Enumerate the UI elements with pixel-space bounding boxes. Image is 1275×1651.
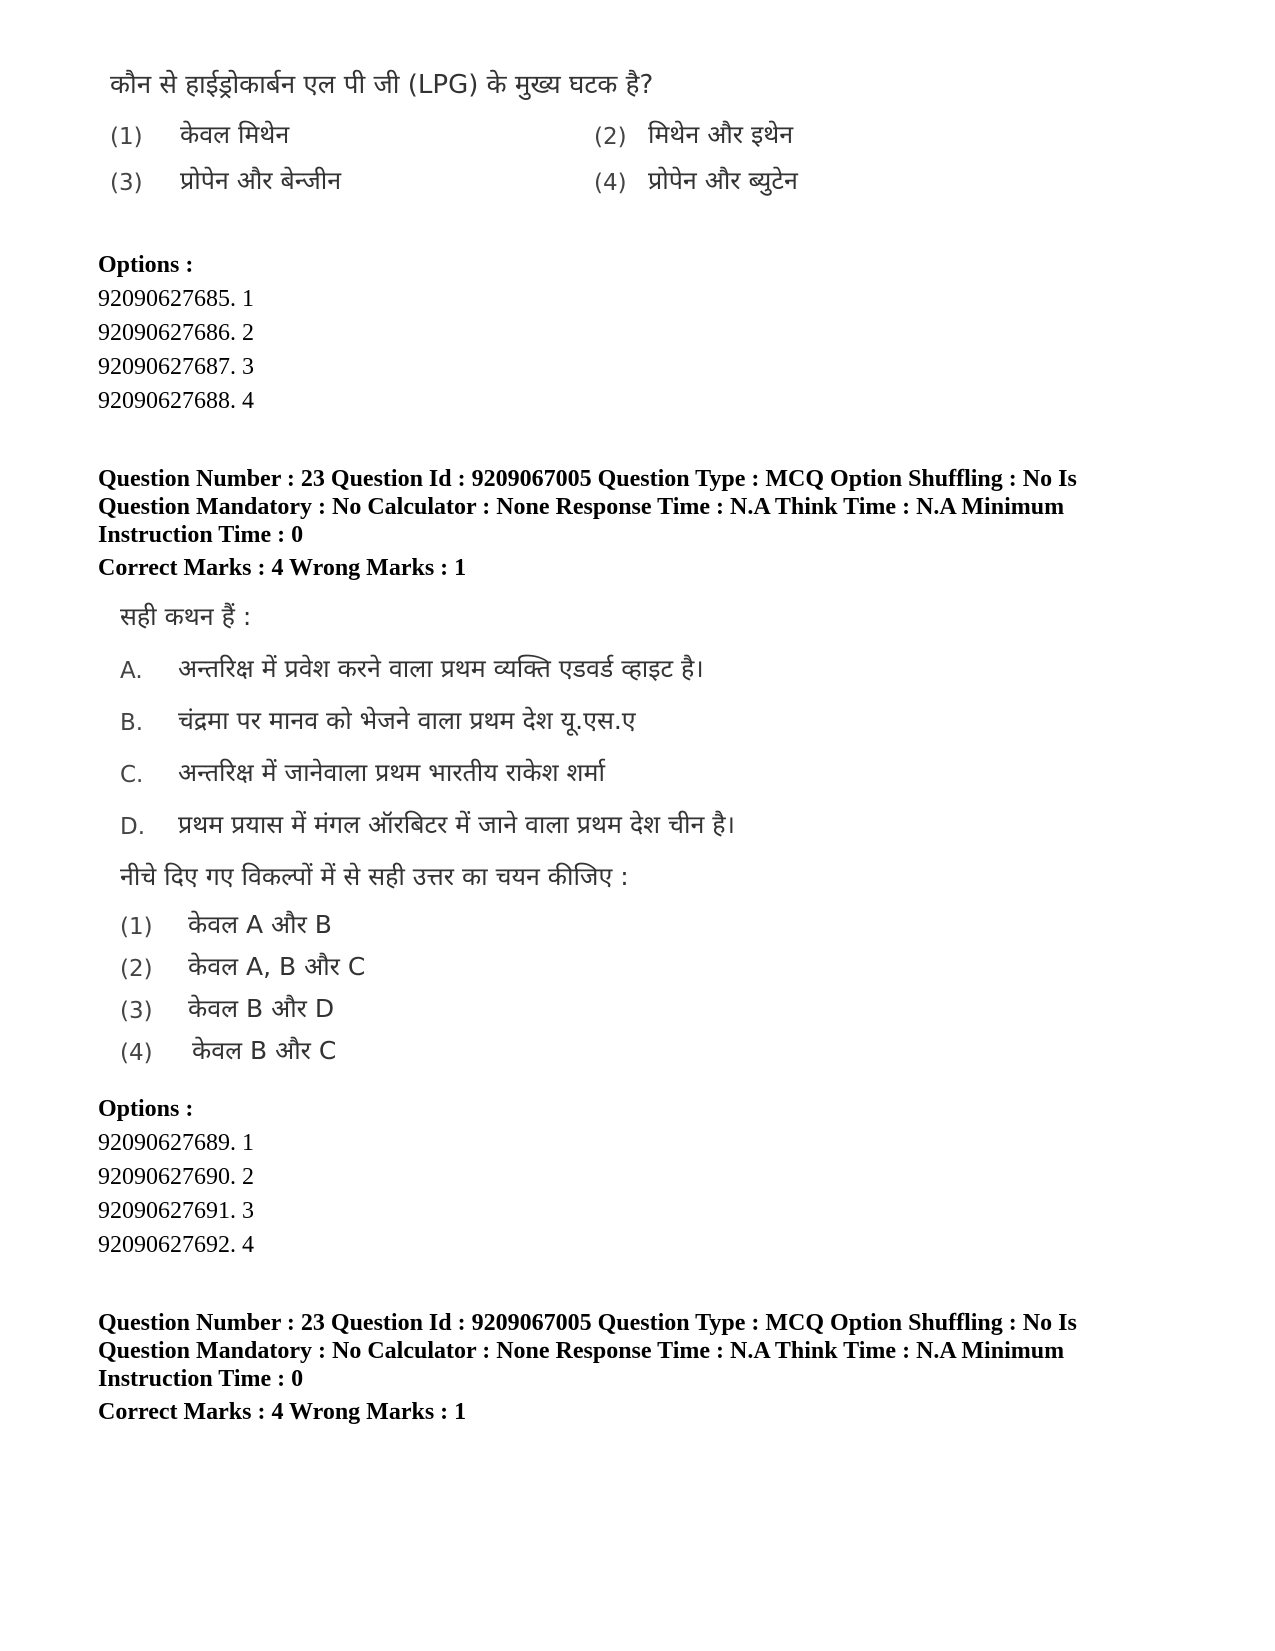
q23-choice-1-text: केवल A और B [188,910,332,939]
q22-option-2-value: 2 [242,320,254,346]
q23-option-2-value: 2 [242,1164,254,1190]
q22-option-row [98,286,254,313]
q23-option-4-value: 4 [242,1232,254,1258]
q22-choice-3-number: (3) [110,170,143,196]
q23-choice-1-number: (1) [120,914,153,940]
q23-option-4-id: 92090627692. [98,1232,236,1258]
q22-option-4-id: 92090627688. [98,388,236,414]
q23-statement-b-text: चंद्रमा पर मानव को भेजने वाला प्रथम देश यू.एस.ए [178,706,636,735]
q23-options-label: Options : [98,1096,194,1122]
q22-choice-3-text: प्रोपेन और बेन्जीन [180,166,342,195]
q22-option-3-id: 92090627687. [98,354,236,380]
q23-statement-d-label: D. [120,814,146,840]
q23b-meta-line-2: Question Mandatory : No Calculator : None Response Time : N.A Think Time : N.A Minimum [98,1338,1065,1364]
q23b-meta-line-1: Question Number : 23 Question Id : 9209067005 Question Type : MCQ Option Shuffling : No Is [98,1310,1077,1336]
q23-option-row [98,1164,254,1191]
q23-choice-3-number: (3) [120,998,153,1024]
q22-option-1-id: 92090627685. [98,286,236,312]
q23-statement-b-label: B. [120,710,144,736]
q22-option-1-value: 1 [242,286,254,312]
q23-choice-2-text: केवल A, B और C [188,952,366,981]
q22-choice-4-number: (4) [594,170,627,196]
q22-choice-2-number: (2) [594,124,627,150]
q23-statement-c-text: अन्तरिक्ष में जानेवाला प्रथम भारतीय राकेश शर्मा [178,758,605,787]
q23-option-3-value: 3 [242,1198,254,1224]
q22-option-row [98,320,254,347]
q22-option-row [98,388,254,415]
q22-option-row [98,354,254,381]
q23-option-row [98,1232,254,1259]
q22-question-text: कौन से हाईड्रोकार्बन एल पी जी (LPG) के मुख्य घटक है? [110,70,654,100]
q23-select-prompt: नीचे दिए गए विकल्पों में से सही उत्तर का चयन कीजिए : [120,862,629,891]
q23-statement-a-label: A. [120,658,143,684]
q23-meta-line-3: Instruction Time : 0 [98,522,304,548]
q23-option-3-id: 92090627691. [98,1198,236,1224]
q22-choice-2-text: मिथेन और इथेन [648,120,794,149]
q23-option-1-id: 92090627689. [98,1130,236,1156]
q22-choice-1-number: (1) [110,124,143,150]
q22-option-3-value: 3 [242,354,254,380]
q23-statement-d-text: प्रथम प्रयास में मंगल ऑरबिटर में जाने वाला प्रथम देश चीन है। [178,810,736,839]
q23-statement-c-label: C. [120,762,144,788]
q23-option-row [98,1198,254,1225]
q22-option-2-id: 92090627686. [98,320,236,346]
q23b-meta-line-3: Instruction Time : 0 [98,1366,304,1392]
q23-choice-2-number: (2) [120,956,153,982]
q23-intro: सही कथन हैं : [120,602,252,631]
q23-option-row [98,1130,254,1157]
q22-choice-4-text: प्रोपेन और ब्युटेन [648,166,798,195]
q22-option-4-value: 4 [242,388,254,414]
q22-options-label: Options : [98,252,194,278]
q23b-marks: Correct Marks : 4 Wrong Marks : 1 [98,1399,467,1425]
q23-meta-line-1: Question Number : 23 Question Id : 9209067005 Question Type : MCQ Option Shuffling : No Is [98,466,1077,492]
q23-choice-3-text: केवल B और D [188,994,335,1023]
q23-statement-a-text: अन्तरिक्ष में प्रवेश करने वाला प्रथम व्यक्ति एडवर्ड व्हाइट है। [178,654,704,683]
q23-option-1-value: 1 [242,1130,254,1156]
q23-option-2-id: 92090627690. [98,1164,236,1190]
q22-choice-1-text: केवल मिथेन [180,120,290,149]
q23-choice-4-number: (4) [120,1040,153,1066]
q23-choice-4-text: केवल B और C [192,1036,337,1065]
q23-meta-line-2: Question Mandatory : No Calculator : None Response Time : N.A Think Time : N.A Minimum [98,494,1065,520]
q23-marks: Correct Marks : 4 Wrong Marks : 1 [98,555,467,581]
